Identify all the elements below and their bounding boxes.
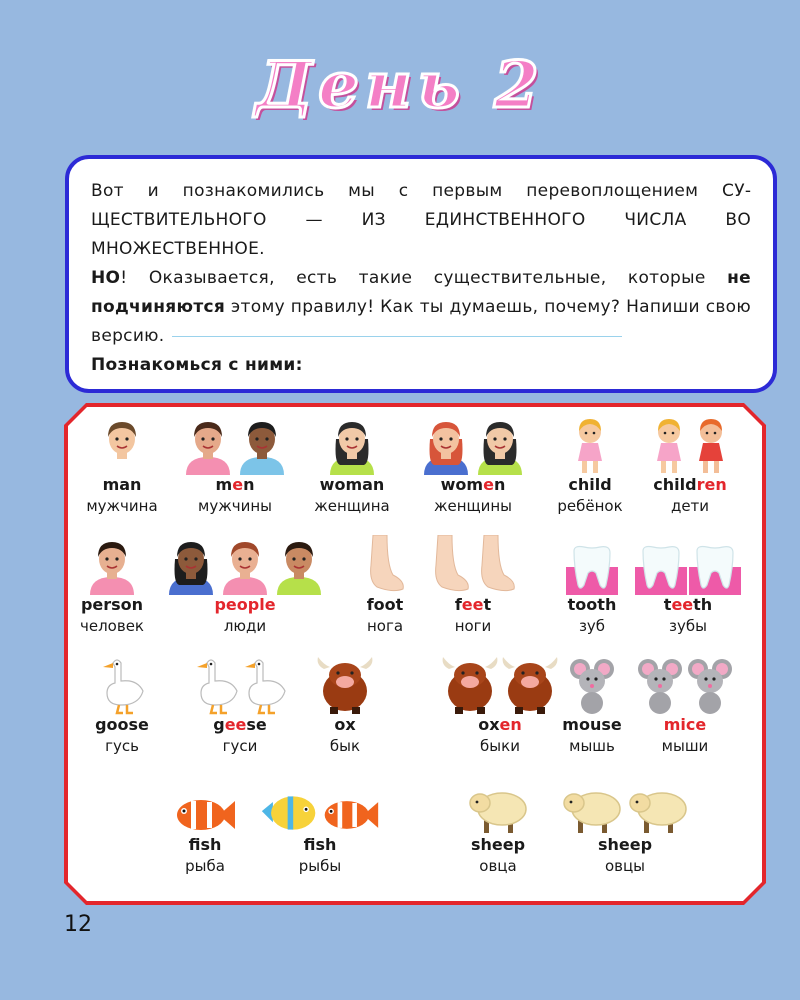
russian-word: рыбы <box>298 857 342 875</box>
answer-line[interactable] <box>172 336 622 337</box>
woman-icon <box>292 415 412 475</box>
russian-word: мужчина <box>86 497 158 515</box>
russian-word: ноги <box>454 617 492 635</box>
word-card <box>145 775 265 877</box>
man-icon <box>62 415 182 475</box>
english-word: women <box>440 475 506 494</box>
women-icon <box>413 415 533 475</box>
word-card <box>292 415 412 517</box>
intro-box <box>65 155 777 393</box>
english-word: ox <box>334 715 356 734</box>
word-card <box>630 415 750 517</box>
russian-word: зубы <box>669 617 707 635</box>
english-word: mouse <box>562 715 622 734</box>
russian-word: быки <box>480 737 520 755</box>
ox-icon <box>285 655 405 715</box>
child-icon <box>535 415 645 475</box>
english-word: sheep <box>470 835 526 854</box>
english-word: mice <box>663 715 707 734</box>
word-card <box>438 775 558 877</box>
but-word: НО <box>91 268 121 288</box>
russian-word: человек <box>80 617 144 635</box>
english-word: geese <box>213 715 267 734</box>
intro-paragraph-3: Познакомься с ними: <box>91 355 303 375</box>
english-word: goose <box>95 715 149 734</box>
children-icon <box>630 415 750 475</box>
english-word: fish <box>303 835 337 854</box>
word-card <box>165 535 325 637</box>
men-icon <box>175 415 295 475</box>
sheep-icon <box>438 775 558 835</box>
mice-icon <box>625 655 745 715</box>
word-card <box>413 415 533 517</box>
people-icon <box>165 535 325 595</box>
russian-word: мужчины <box>198 497 272 515</box>
page-title: День 2 <box>255 48 545 123</box>
english-word: children <box>653 475 727 494</box>
russian-word: нога <box>366 617 404 635</box>
russian-word: ребёнок <box>557 497 623 515</box>
russian-word: люди <box>223 617 267 635</box>
word-card <box>62 415 182 517</box>
english-word: sheep <box>597 835 653 854</box>
word-card <box>175 415 295 517</box>
russian-word: дети <box>670 497 710 515</box>
english-word: teeth <box>663 595 713 614</box>
english-word: person <box>80 595 144 614</box>
word-card <box>535 415 645 517</box>
page-number: 12 <box>64 912 92 937</box>
word-card <box>285 655 405 757</box>
english-word: fish <box>188 835 222 854</box>
word-card <box>52 535 172 637</box>
english-word: man <box>102 475 142 494</box>
word-card <box>413 535 533 637</box>
russian-word: зуб <box>578 617 606 635</box>
russian-word: овцы <box>604 857 646 875</box>
english-word: tooth <box>567 595 617 614</box>
word-card <box>555 775 695 877</box>
feet-icon <box>413 535 533 595</box>
intro-paragraph-1: Вот и познакомились мы с первым перевоплощением СУЩЕСТВИТЕЛЬНОГО — ИЗ ЕДИНСТВЕННОГО ЧИСЛА ВО МНОЖЕСТВЕННОЕ. <box>91 181 751 259</box>
english-word: foot <box>366 595 404 614</box>
russian-word: гусь <box>105 737 139 755</box>
word-card <box>260 775 380 877</box>
fish-icon <box>145 775 265 835</box>
russian-word: мыши <box>661 737 709 755</box>
russian-word: рыба <box>185 857 225 875</box>
intro-paragraph-2: НО! Оказывается, есть такие существительные, которые не подчиняются этому правилу! Как ты думаешь, почему? Напиши свою версию. <box>91 268 751 346</box>
english-word: child <box>568 475 612 494</box>
person-icon <box>52 535 172 595</box>
russian-word: мышь <box>569 737 615 755</box>
teeth-icon <box>628 535 748 595</box>
russian-word: женщина <box>314 497 390 515</box>
english-word: men <box>215 475 255 494</box>
sheep-plural-icon <box>555 775 695 835</box>
fishes-icon <box>260 775 380 835</box>
russian-word: овца <box>479 857 517 875</box>
russian-word: женщины <box>433 497 513 515</box>
not-obey-phrase: не подчиняются <box>91 268 751 317</box>
english-word: people <box>214 595 276 614</box>
word-card <box>625 655 745 757</box>
english-word: oxen <box>478 715 522 734</box>
english-word: woman <box>319 475 385 494</box>
russian-word: бык <box>329 737 361 755</box>
russian-word: гуси <box>222 737 258 755</box>
word-card <box>628 535 748 637</box>
english-word: feet <box>454 595 492 614</box>
